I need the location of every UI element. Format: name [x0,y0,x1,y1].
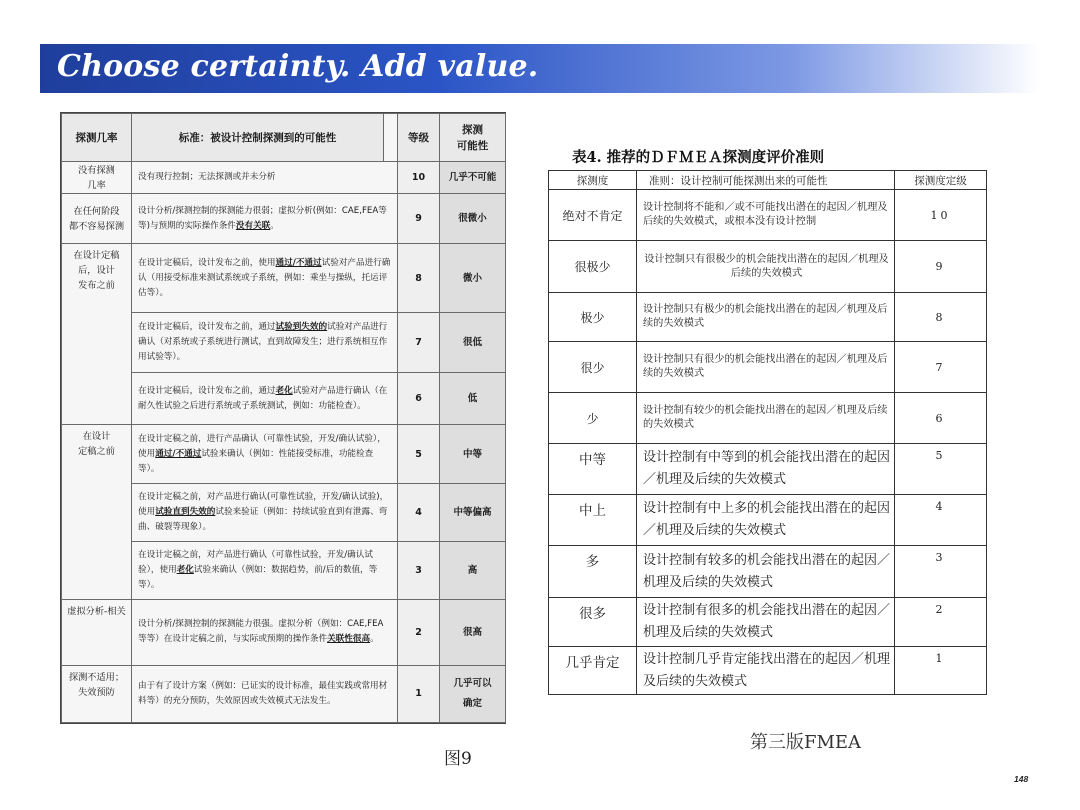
level-cell: 几乎肯定 [549,647,637,695]
left-table-panel [60,112,506,724]
header-likelihood: 探测 可能性 [440,114,506,162]
table-row [62,244,506,313]
table-row [549,647,987,695]
level-cell: 很多 [549,598,637,647]
rank-cell: 2 [895,598,987,647]
table-row [62,194,506,244]
table-row [549,444,987,495]
level-cell: 多 [549,546,637,598]
table-row [549,495,987,546]
table-row [549,293,987,342]
group-label: 虚拟分析-相关 [62,599,132,665]
likelihood-cell: 几乎可以 确定 [440,665,506,722]
criteria-cell: 在设计定稿后，设计发布之前，通过试验到失效的试验对产品进行确认（对系统或子系统进行测试，直到故障发生；进行系统相互作用试验等）。 [132,313,398,373]
figure-caption: 图9 [444,749,472,769]
criteria-cell: 设计控制有很多的机会能找出潜在的起因／机理及后续的失效模式 [637,598,895,647]
criteria-cell: 设计控制将不能和／或不可能找出潜在的起因／机理及后续的失效模式，或根本没有设计控制 [637,190,895,241]
criteria-cell: 设计控制有较多的机会能找出潜在的起因／机理及后续的失效模式 [637,546,895,598]
rank-cell: 5 [398,425,440,483]
level-cell: 绝对不肯定 [549,190,637,241]
rank-cell: 3 [398,541,440,599]
table-row [549,598,987,647]
rank-cell: 2 [398,599,440,665]
likelihood-cell: 很低 [440,313,506,373]
criteria-cell: 设计控制只有很极少的机会能找出潜在的起因／机理及后续的失效模式 [637,241,895,293]
header-rank: 探测度定级 [895,171,987,190]
page-number: 148 [1014,774,1029,784]
rank-cell: 9 [895,241,987,293]
detection-criteria-table-4th [61,113,506,723]
rank-cell: 1 [398,665,440,722]
table-row [62,425,506,483]
rank-cell: 3 [895,546,987,598]
criteria-cell: 设计控制有中上多的机会能找出潜在的起因／机理及后续的失效模式 [637,495,895,546]
table-row [549,241,987,293]
level-cell: 很极少 [549,241,637,293]
likelihood-cell: 中等 [440,425,506,483]
group-label: 没有探测 几率 [62,162,132,194]
rank-cell: 7 [398,313,440,373]
criteria-cell: 没有现行控制；无法探测或并未分析 [132,162,398,194]
likelihood-cell: 几乎不可能 [440,162,506,194]
rank-cell: 5 [895,444,987,495]
rank-cell: 9 [398,194,440,244]
table-row [62,665,506,722]
criteria-cell: 设计分析/探测控制的探测能力很弱；虚拟分析(例如：CAE,FEA等等)与预期的实际操作条件没有关联。 [132,194,398,244]
rank-cell: 6 [398,373,440,425]
header-criteria: 标准：被设计控制探测到的可能性 [132,114,384,162]
table-row [62,599,506,665]
likelihood-cell: 高 [440,541,506,599]
right-table-title: 表4. 推荐的ＤＦＭＥＡ探测度评价准则 [572,149,825,166]
criteria-cell: 设计控制只有很少的机会能找出潜在的起因／机理及后续的失效模式 [637,342,895,393]
criteria-cell: 在设计定稿后，设计发布之前，通过老化试验对产品进行确认（在耐久性试验之后进行系统或子系统测试，例如：功能检查）。 [132,373,398,425]
rank-cell: 6 [895,393,987,444]
criteria-cell: 设计控制有较少的机会能找出潜在的起因／机理及后续的失效模式 [637,393,895,444]
group-label: 探测不适用； 失效预防 [62,665,132,722]
group-label: 在设计定稿 后，设计 发布之前 [62,244,132,425]
rank-cell: 1 [895,647,987,695]
criteria-cell: 在设计定稿之前，进行产品确认（可靠性试验，开发/确认试验），使用通过/不通过试验来确认（例如：性能接受标准，功能检查等）。 [132,425,398,483]
rank-cell: 4 [398,483,440,541]
rank-cell: 10 [398,162,440,194]
criteria-cell: 设计分析/探测控制的探测能力很强。虚拟分析（例如：CAE,FEA等等）在设计定稿之前，与实际或预期的操作条件关联性很高。 [132,599,398,665]
level-cell: 很少 [549,342,637,393]
likelihood-cell: 微小 [440,244,506,313]
table-header-row [549,171,987,190]
likelihood-cell: 中等偏高 [440,483,506,541]
group-label: 在任何阶段 都不容易探测 [62,194,132,244]
level-cell: 中等 [549,444,637,495]
likelihood-cell: 很微小 [440,194,506,244]
criteria-cell: 设计控制几乎肯定能找出潜在的起因／机理及后续的失效模式 [637,647,895,695]
header-rank: 等级 [398,114,440,162]
dfmea-detection-table-3rd [548,170,987,695]
edition-caption: 第三版FMEA [750,732,862,753]
level-cell: 少 [549,393,637,444]
table-row [549,342,987,393]
table-row [549,546,987,598]
likelihood-cell: 很高 [440,599,506,665]
header-criteria: 准则：设计控制可能探测出来的可能性 [637,171,895,190]
level-cell: 中上 [549,495,637,546]
title-banner [40,44,1040,93]
criteria-cell: 设计控制只有极少的机会能找出潜在的起因／机理及后续的失效模式 [637,293,895,342]
banner-title: Choose certainty. Add value. [57,49,539,84]
rank-cell: 8 [398,244,440,313]
table-row [62,162,506,194]
rank-cell: 10 [895,190,987,241]
level-cell: 极少 [549,293,637,342]
rank-cell: 4 [895,495,987,546]
header-detection: 探测度 [549,171,637,190]
criteria-cell: 在设计定稿之前，对产品进行确认(可靠性试验，开发/确认试验)，使用试验直到失效的试验来验证（例如：持续试验直到有泄露、弯曲、破裂等现象）。 [132,483,398,541]
rank-cell: 8 [895,293,987,342]
header-detection-opportunity: 探测几率 [62,114,132,162]
group-label: 在设计 定稿之前 [62,425,132,599]
table-header-row [62,114,506,162]
table-row [549,393,987,444]
criteria-cell: 在设计定稿之前，对产品进行确认（可靠性试验，开发/确认试验），使用老化试验来确认（例如：数据趋势，前/后的数值，等等）。 [132,541,398,599]
table-row [549,190,987,241]
criteria-cell: 在设计定稿后，设计发布之前，使用通过/不通过试验对产品进行确认（用接受标准来测试系统或子系统，例如：乘坐与操纵，托运评估等）。 [132,244,398,313]
criteria-cell: 由于有了设计方案（例如：已证实的设计标准，最佳实践或常用材料等）的充分预防，失效原因或失效模式无法发生。 [132,665,398,722]
likelihood-cell: 低 [440,373,506,425]
criteria-cell: 设计控制有中等到的机会能找出潜在的起因／机理及后续的失效模式 [637,444,895,495]
rank-cell: 7 [895,342,987,393]
